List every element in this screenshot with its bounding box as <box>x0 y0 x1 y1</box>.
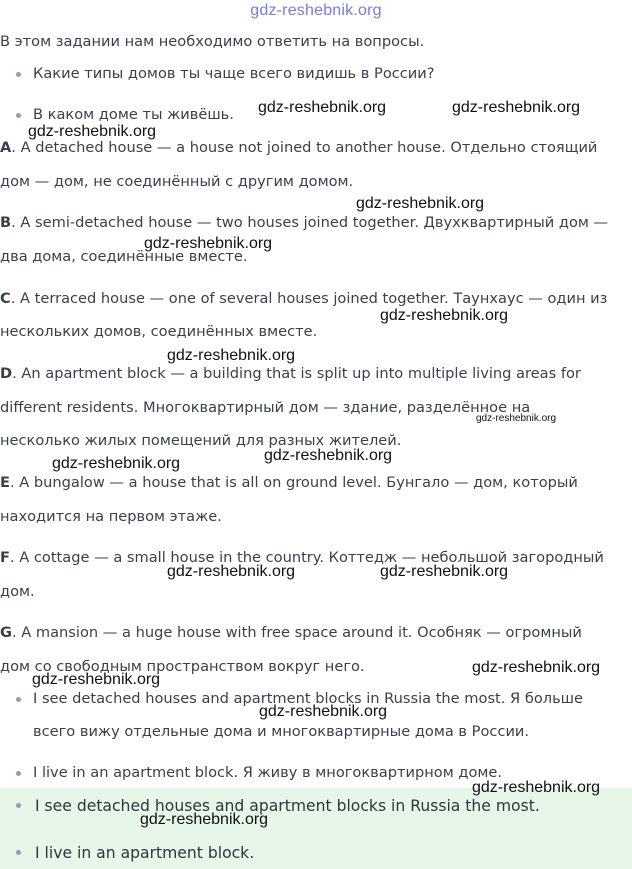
definition-letter: A <box>0 139 12 156</box>
definition-text: A bungalow — a house that is all on ground level. Бунгало — дом, который <box>19 474 578 491</box>
watermark-text: gdz-reshebnik.org <box>264 447 393 464</box>
definition-letter: F <box>0 549 10 566</box>
bullet-icon <box>16 771 21 776</box>
watermark-text: gdz-reshebnik.org <box>356 195 485 212</box>
bullet-icon <box>16 72 21 77</box>
watermark-text: gdz-reshebnik.org <box>472 659 601 676</box>
question-item: В каком доме ты живёшь. <box>33 106 234 123</box>
watermark-text: gdz-reshebnik.org <box>28 123 157 140</box>
final-answer-item: I live in an apartment block. <box>35 844 255 862</box>
bullet-icon <box>16 697 21 702</box>
definition-text: A terraced house — one of several houses joined together. Таунхаус — один из <box>20 290 608 307</box>
watermark-text: gdz-reshebnik.org <box>380 307 509 324</box>
intro-text: В этом задании нам необходимо ответить на вопросы. <box>0 33 425 50</box>
definition-f-line1: F. A cottage — a small house in the country. Коттедж — небольшой загородный <box>0 549 604 566</box>
watermark-text: gdz-reshebnik.org <box>32 671 161 688</box>
question-item: Какие типы домов ты чаще всего видишь в России? <box>33 65 435 82</box>
site-header-watermark: gdz-reshebnik.org <box>250 2 382 19</box>
definition-letter: C <box>0 290 11 307</box>
watermark-text: gdz-reshebnik.org <box>259 703 388 720</box>
definition-letter: G <box>0 624 12 641</box>
watermark-text: gdz-reshebnik.org <box>472 779 601 796</box>
answer-translated-line2: всего вижу отдельные дома и многоквартирные дома в России. <box>33 723 530 740</box>
final-answer-item: I see detached houses and apartment blocks in Russia the most. <box>35 797 540 815</box>
watermark-text: gdz-reshebnik.org <box>258 99 387 116</box>
definition-d-line2: different residents. Многоквартирный дом — здание, разделённое на <box>0 399 531 416</box>
bullet-icon <box>16 113 21 118</box>
bullet-icon <box>16 850 21 855</box>
watermark-text: gdz-reshebnik.org <box>476 413 557 424</box>
definition-letter: B <box>0 214 12 231</box>
definition-text: A cottage — a small house in the country. Коттедж — небольшой загородный <box>19 549 604 566</box>
definition-text: An apartment block — a building that is split up into multiple living areas for <box>21 365 581 382</box>
definition-text: A mansion — a huge house with free space around it. Особняк — огромный <box>21 624 582 641</box>
watermark-text: gdz-reshebnik.org <box>167 347 296 364</box>
definition-f-line2: дом. <box>0 583 35 600</box>
definition-text: A detached house — a house not joined to another house. Отдельно стоящий <box>20 139 598 156</box>
definition-e-line1: E. A bungalow — a house that is all on ground level. Бунгало — дом, который <box>0 474 578 491</box>
watermark-text: gdz-reshebnik.org <box>144 235 273 252</box>
definition-letter: E <box>0 474 10 491</box>
watermark-text: gdz-reshebnik.org <box>52 455 181 472</box>
answer-translated-line1: I see detached houses and apartment blocks in Russia the most. Я больше <box>33 690 584 707</box>
definition-c-line1: C. A terraced house — one of several houses joined together. Таунхаус — один из <box>0 290 608 307</box>
definition-b-line2: два дома, соединённые вместе. <box>0 248 248 265</box>
definition-c-line2: нескольких домов, соединённых вместе. <box>0 323 318 340</box>
definition-a-line1: A. A detached house — a house not joined to another house. Отдельно стоящий <box>0 139 598 156</box>
watermark-text: gdz-reshebnik.org <box>452 99 581 116</box>
definition-text: A semi-detached house — two houses joined together. Двухквартирный дом — <box>20 214 609 231</box>
definition-d-line3: несколько жилых помещений для разных жителей. <box>0 432 402 449</box>
bullet-icon <box>16 803 21 808</box>
definition-d-line1: D. An apartment block — a building that is split up into multiple living areas for <box>0 365 581 382</box>
definition-b-line1: B. A semi-detached house — two houses joined together. Двухквартирный дом — <box>0 214 609 231</box>
definition-e-line2: находится на первом этаже. <box>0 508 222 525</box>
definition-a-line2: дом — дом, не соединённый с другим домом. <box>0 173 354 190</box>
answer-translated-item: I live in an apartment block. Я живу в многоквартирном доме. <box>33 764 502 781</box>
definition-letter: D <box>0 365 13 382</box>
watermark-text: gdz-reshebnik.org <box>167 563 296 580</box>
definition-g-line2: дом со свободным пространством вокруг него. <box>0 658 365 675</box>
watermark-text: gdz-reshebnik.org <box>140 811 269 828</box>
watermark-text: gdz-reshebnik.org <box>380 563 509 580</box>
definition-g-line1: G. A mansion — a huge house with free space around it. Особняк — огромный <box>0 624 582 641</box>
